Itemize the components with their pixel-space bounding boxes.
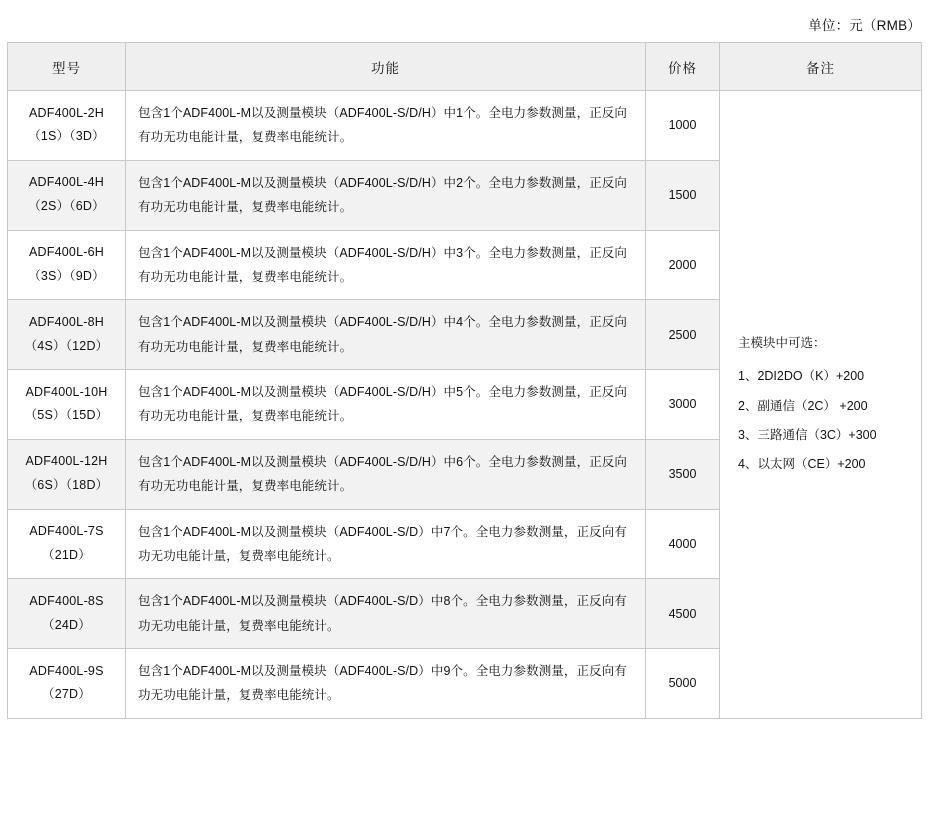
model-name: ADF400L-7S	[29, 524, 104, 539]
cell-price: 3500	[646, 439, 720, 509]
header-model: 型号	[8, 43, 126, 91]
model-variant: （2S）（6D）	[28, 199, 105, 214]
model-name: ADF400L-6H	[29, 245, 104, 260]
model-variant: （6S）（18D）	[24, 478, 109, 493]
page-top-spacer	[0, 0, 929, 8]
cell-model	[8, 509, 126, 579]
table-row	[8, 91, 922, 161]
cell-model	[8, 579, 126, 649]
cell-function: 包含1个ADF400L-M以及测量模块（ADF400L-S/D/H）中3个。全电力参数测量，正反向有功无功电能计量，复费率电能统计。	[126, 230, 646, 300]
model-variant: （3S）（9D）	[28, 268, 105, 283]
cell-function: 包含1个ADF400L-M以及测量模块（ADF400L-S/D/H）中1个。全电力参数测量，正反向有功无功电能计量，复费率电能统计。	[126, 91, 646, 161]
cell-price: 2500	[646, 300, 720, 370]
note-item-2: 2、副通信（2C） +200	[738, 398, 868, 413]
cell-price: 1500	[646, 160, 720, 230]
header-price: 价格	[646, 43, 720, 91]
note-item-3: 3、三路通信（3C）+300	[738, 428, 877, 443]
cell-note	[720, 91, 922, 719]
cell-price: 4000	[646, 509, 720, 579]
cell-function: 包含1个ADF400L-M以及测量模块（ADF400L-S/D/H）中6个。全电力参数测量，正反向有功无功电能计量，复费率电能统计。	[126, 439, 646, 509]
model-name: ADF400L-8H	[29, 314, 104, 329]
cell-model	[8, 160, 126, 230]
model-variant: （24D）	[42, 617, 91, 632]
model-name: ADF400L-8S	[29, 593, 104, 608]
header-function: 功能	[126, 43, 646, 91]
model-name: ADF400L-2H	[29, 105, 104, 120]
model-name: ADF400L-12H	[25, 454, 108, 469]
note-item-1: 1、2DI2DO（K）+200	[738, 369, 865, 384]
cell-function: 包含1个ADF400L-M以及测量模块（ADF400L-S/D）中7个。全电力参数测量，正反向有功无功电能计量，复费率电能统计。	[126, 509, 646, 579]
model-variant: （27D）	[42, 687, 91, 702]
cell-model	[8, 91, 126, 161]
model-name: ADF400L-9S	[29, 663, 104, 678]
header-note: 备注	[720, 43, 922, 91]
model-name: ADF400L-4H	[29, 175, 104, 190]
price-table	[7, 42, 922, 719]
cell-model	[8, 439, 126, 509]
cell-model	[8, 230, 126, 300]
cell-price: 4500	[646, 579, 720, 649]
cell-function: 包含1个ADF400L-M以及测量模块（ADF400L-S/D）中9个。全电力参数测量，正反向有功无功电能计量，复费率电能统计。	[126, 649, 646, 719]
cell-price: 2000	[646, 230, 720, 300]
cell-function: 包含1个ADF400L-M以及测量模块（ADF400L-S/D/H）中4个。全电力参数测量，正反向有功无功电能计量，复费率电能统计。	[126, 300, 646, 370]
cell-function: 包含1个ADF400L-M以及测量模块（ADF400L-S/D）中8个。全电力参数测量，正反向有功无功电能计量，复费率电能统计。	[126, 579, 646, 649]
cell-model	[8, 649, 126, 719]
table-header-row	[8, 43, 922, 91]
model-name: ADF400L-10H	[25, 384, 108, 399]
cell-model	[8, 370, 126, 440]
cell-price: 1000	[646, 91, 720, 161]
cell-function: 包含1个ADF400L-M以及测量模块（ADF400L-S/D/H）中5个。全电力参数测量，正反向有功无功电能计量，复费率电能统计。	[126, 370, 646, 440]
cell-price: 5000	[646, 649, 720, 719]
model-variant: （21D）	[42, 547, 91, 562]
note-title: 主模块中可选：	[738, 335, 826, 350]
unit-note	[0, 8, 929, 42]
cell-price: 3000	[646, 370, 720, 440]
model-variant: （4S）（12D）	[24, 338, 109, 353]
unit-note-text: 单位：元（RMB）	[808, 18, 921, 33]
cell-model	[8, 300, 126, 370]
model-variant: （5S）（15D）	[24, 408, 109, 423]
model-variant: （1S）（3D）	[28, 129, 105, 144]
note-item-4: 4、以太网（CE）+200	[738, 457, 866, 472]
cell-function: 包含1个ADF400L-M以及测量模块（ADF400L-S/D/H）中2个。全电力参数测量，正反向有功无功电能计量，复费率电能统计。	[126, 160, 646, 230]
